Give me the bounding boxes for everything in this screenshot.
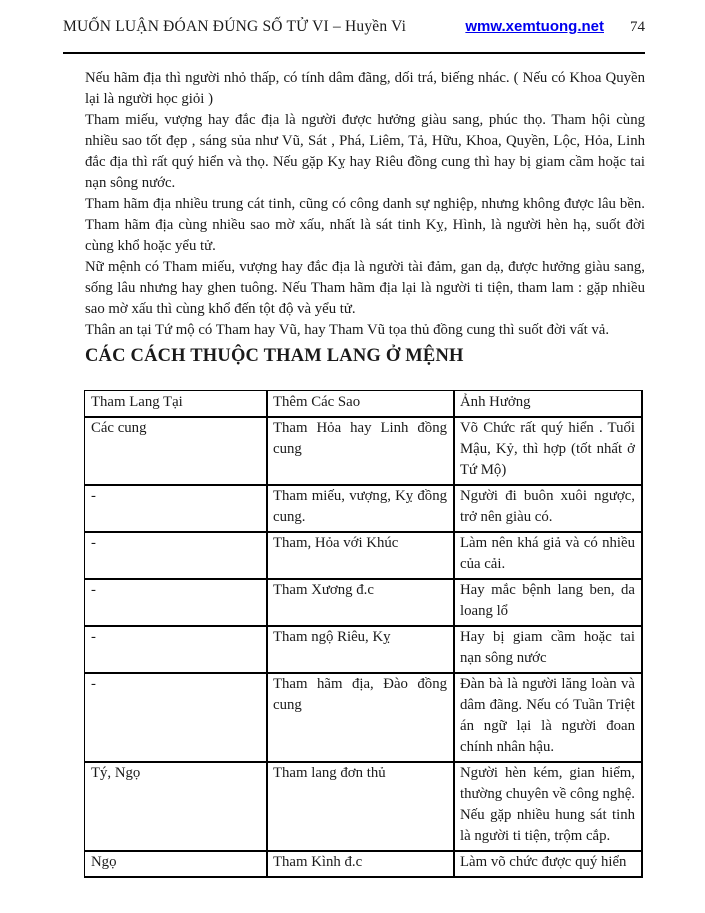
site-link[interactable]: wmw.xemtuong.net: [465, 18, 604, 35]
table-cell: -: [85, 626, 267, 673]
table-body: [85, 417, 642, 877]
table-row: [85, 851, 642, 877]
body-paragraph: Thân an tại Tứ mộ có Tham hay Vũ, hay Tham Vũ tọa thủ đồng cung thì suốt đời vất vả.: [85, 322, 610, 338]
table-row: [85, 485, 642, 532]
table-cell: Người hèn kém, gian hiểm, thường chuyên về công nghệ. Nếu gặp nhiều hung sát tinh là người ti tiện, trộm cắp.: [454, 762, 642, 851]
body-paragraph: Nếu hãm địa thì người nhỏ thấp, có tính dâm đãng, dối trá, biếng nhác. ( Nếu có Khoa Quyền lại là người học giỏi ): [85, 70, 645, 107]
body-paragraph: Nữ mệnh có Tham miếu, vượng hay đắc địa là người tài đảm, gan dạ, được hưởng giàu sang, sống lâu nhưng hay ghen tuông. Nếu Tham hãm địa lại là người ti tiện, tham lam : gặp nhiều sao mờ xấu thì cùng khổ đến tột độ và yểu tử.: [85, 259, 645, 317]
table-cell: -: [85, 673, 267, 762]
table-header-row: [85, 391, 642, 417]
table-cell: Tham Xương đ.c: [267, 579, 454, 626]
table-row: [85, 762, 642, 851]
table-cell: Hay bị giam cầm hoặc tai nạn sông nước: [454, 626, 642, 673]
table-cell: Võ Chức rất quý hiển . Tuổi Mậu, Kỷ, thì hợp (tốt nhất ở Tứ Mộ): [454, 417, 642, 485]
table-cell: Ngọ: [85, 851, 267, 877]
table-cell: Người đi buôn xuôi ngược, trở nên giàu có.: [454, 485, 642, 532]
table-cell: Hay mắc bệnh lang ben, da loang lổ: [454, 579, 642, 626]
table-row: [85, 626, 642, 673]
table-cell: -: [85, 579, 267, 626]
table-cell: Tham ngộ Riêu, Kỵ: [267, 626, 454, 673]
document-title: MUỐN LUẬN ĐÓAN ĐÚNG SỐ TỬ VI – Huyền Vi: [63, 18, 407, 35]
table-cell: Tham hãm địa, Đào đồng cung: [267, 673, 454, 762]
header-right-group: [465, 18, 645, 36]
table-cell: Tý, Ngọ: [85, 762, 267, 851]
table-row: [85, 417, 642, 485]
column-header-anh-huong: Ảnh Hưởng: [454, 391, 642, 417]
table-cell: -: [85, 485, 267, 532]
table-row: [85, 673, 642, 762]
table-cell: Tham lang đơn thủ: [267, 762, 454, 851]
table-cell: Tham miếu, vượng, Kỵ đồng cung.: [267, 485, 454, 532]
tham-lang-table: [84, 390, 642, 877]
column-header-them-cac-sao: Thêm Các Sao: [267, 391, 454, 417]
table-cell: Các cung: [85, 417, 267, 485]
page-number: 74: [630, 19, 645, 35]
page-header: [63, 18, 645, 54]
table-cell: -: [85, 532, 267, 579]
body-paragraph: Tham hãm địa nhiều trung cát tinh, cũng có công danh sự nghiệp, nhưng không được lâu bền. Tham hãm địa cùng nhiều sao mờ xấu, nhất là sát tinh Kỵ, Hình, là người hèn hạ, suốt đời cùng khổ hoặc yểu tử.: [85, 196, 645, 254]
section-heading: CÁC CÁCH THUỘC THAM LANG Ở MỆNH: [85, 346, 464, 366]
table-cell: Tham, Hỏa với Khúc: [267, 532, 454, 579]
table-cell: Làm võ chức được quý hiển: [454, 851, 642, 877]
document-body: [85, 68, 645, 877]
table-cell: Tham Kình đ.c: [267, 851, 454, 877]
table-row: [85, 579, 642, 626]
column-header-tham-lang-tai: Tham Lang Tại: [85, 391, 267, 417]
table-cell: Đàn bà là người lăng loàn và dâm đãng. Nếu có Tuần Triệt án ngữ lại là người đoan chính nhân hậu.: [454, 673, 642, 762]
table-cell: Tham Hỏa hay Linh đồng cung: [267, 417, 454, 485]
table-row: [85, 532, 642, 579]
body-paragraph: Tham miếu, vượng hay đắc địa là người được hưởng giàu sang, phúc thọ. Tham hội cùng nhiều sao tốt đẹp , sáng sủa như Vũ, Sát , Phá, Liêm, Tả, Hữu, Khoa, Quyền, Lộc, Hỏa, Linh đắc địa thì rất quý hiển và thọ. Nếu gặp Kỵ hay Riêu đồng cung thì hay bị giam cầm hoặc tai nạn sông nước.: [85, 112, 645, 191]
table-cell: Làm nên khá giả và có nhiều của cải.: [454, 532, 642, 579]
